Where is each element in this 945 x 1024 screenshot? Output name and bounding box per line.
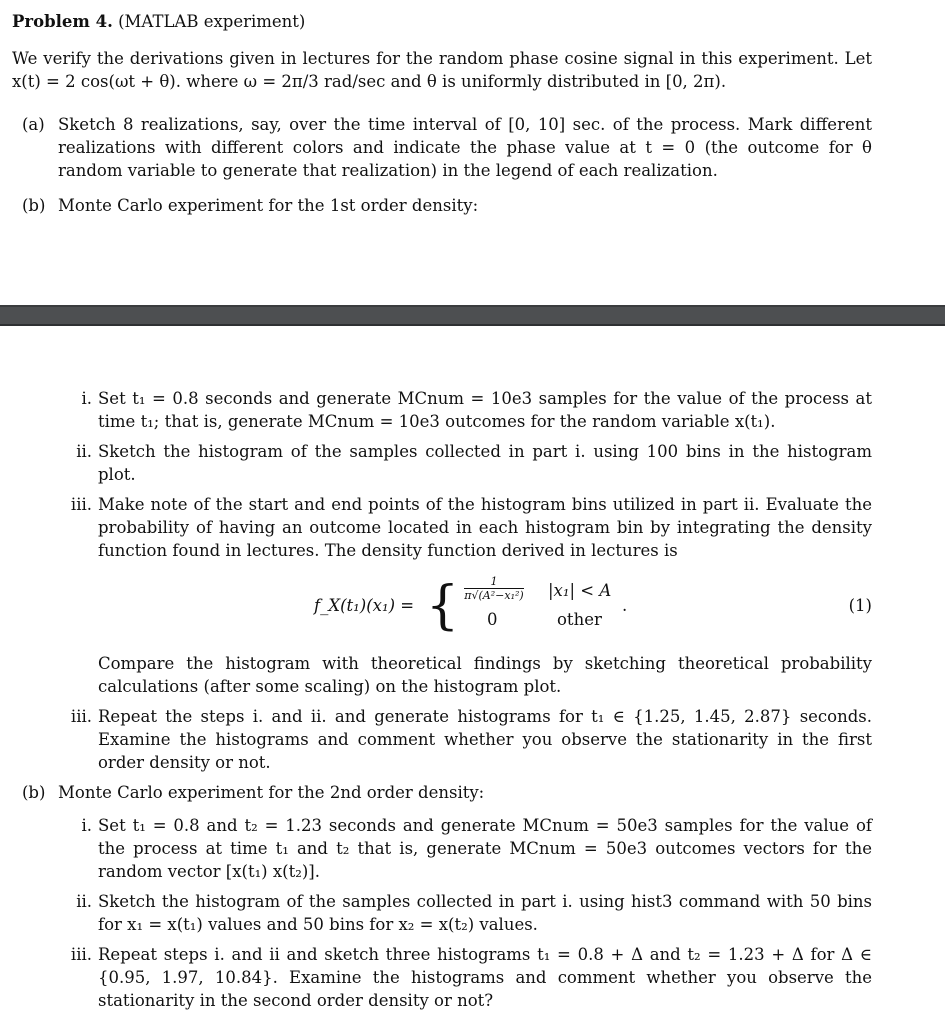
compare-paragraph: Compare the histogram with theoretical findings by sketching theoretical probability calculations (after some scaling) on the histogram plot.: [98, 654, 872, 696]
bottom-section: [12, 387, 872, 1019]
problem-intro: We verify the derivations given in lectures for the random phase cosine signal in this experiment. Let x(t) = 2 cos(ωt + θ). where ω = 2π/3 rad/sec and θ is uniformly distributed in [0, 2π).: [12, 49, 872, 91]
part-text: Monte Carlo experiment for the 1st order density:: [58, 196, 479, 215]
equation-zero: 0: [487, 610, 498, 629]
part-text: Sketch 8 realizations, say, over the time interval of [0, 10] sec. of the process. Mark different realizations with different colors and indicate the phase value at t = 0 (the outcome for θ random variable to generate that realization) in the legend of each realization.: [58, 115, 872, 180]
item-label: iii.: [70, 707, 92, 726]
equation-number: (1): [848, 596, 872, 615]
density-equation: [12, 572, 872, 644]
item-label: ii.: [76, 892, 92, 911]
top-parts-list: [12, 113, 872, 217]
fraction-denominator: π√(A²−x₁²): [464, 589, 524, 602]
equation-condition-2: other: [557, 610, 602, 629]
problem-title: [12, 10, 872, 33]
equation-period: .: [622, 596, 628, 615]
item-text: Sketch the histogram of the samples collected in part i. using hist3 command with 50 bins for x₁ = x(t₁) values and 50 bins for x₂ = x(t₂) values.: [98, 892, 872, 934]
equation-condition-1: |x₁| < A: [548, 581, 612, 600]
second-order-heading: [12, 781, 872, 804]
part-a: [12, 113, 872, 182]
problem-heading: Problem 4.: [12, 12, 113, 31]
part-text: Monte Carlo experiment for the 2nd order density:: [58, 783, 485, 802]
item-text: Make note of the start and end points of the histogram bins utilized in part ii. Evaluate the probability of having an outcome located in each histogram bin by integrating the density function found in lectures. The density function derived in lectures is: [98, 495, 872, 560]
item-label: ii.: [76, 442, 92, 461]
left-brace-icon: {: [426, 576, 460, 636]
part-label: (b): [22, 196, 46, 215]
first-order-item-4: [12, 705, 872, 774]
problem-subtitle: (MATLAB experiment): [118, 12, 306, 31]
item-label: i.: [81, 389, 92, 408]
item-text: Repeat the steps i. and ii. and generate histograms for t₁ ∈ {1.25, 1.45, 2.87} seconds. Examine the histograms and comment whether you observe the stationarity in the first order density or not.: [98, 707, 872, 772]
part-label: (b): [22, 783, 46, 802]
top-section: [12, 10, 872, 229]
part-b: [12, 194, 872, 217]
item-label: iii.: [70, 945, 92, 964]
item-label: iii.: [70, 495, 92, 514]
item-text: Set t₁ = 0.8 and t₂ = 1.23 seconds and generate MCnum = 50e3 samples for the value of the process at time t₁ and t₂ that is, generate MCnum = 50e3 outcomes vectors for the random vector [x(t₁) x(t₂)].: [98, 816, 872, 881]
first-order-item-1: [12, 387, 872, 433]
page-divider: [0, 305, 945, 326]
item-text: Set t₁ = 0.8 seconds and generate MCnum = 10e3 samples for the value of the process at time t₁; that is, generate MCnum = 10e3 outcomes for the random variable x(t₁).: [98, 389, 872, 431]
part-label: (a): [22, 115, 45, 134]
second-order-item-1: [12, 814, 872, 883]
equation-lhs: f_X(t₁)(x₁) =: [314, 596, 415, 615]
second-order-item-2: [12, 890, 872, 936]
second-order-item-3: [12, 943, 872, 1012]
first-order-item-3: [12, 493, 872, 562]
item-text: Sketch the histogram of the samples collected in part i. using 100 bins in the histogram plot.: [98, 442, 872, 484]
fraction-numerator: 1: [464, 575, 524, 589]
item-label: i.: [81, 816, 92, 835]
equation-fraction: [464, 575, 524, 602]
first-order-item-2: [12, 440, 872, 486]
item-text: Repeat steps i. and ii and sketch three histograms t₁ = 0.8 + Δ and t₂ = 1.23 + Δ for Δ ∈ {0.95, 1.97, 10.84}. Examine the histograms and comment whether you observe the stationarity in the second order density or not?: [98, 945, 872, 1010]
